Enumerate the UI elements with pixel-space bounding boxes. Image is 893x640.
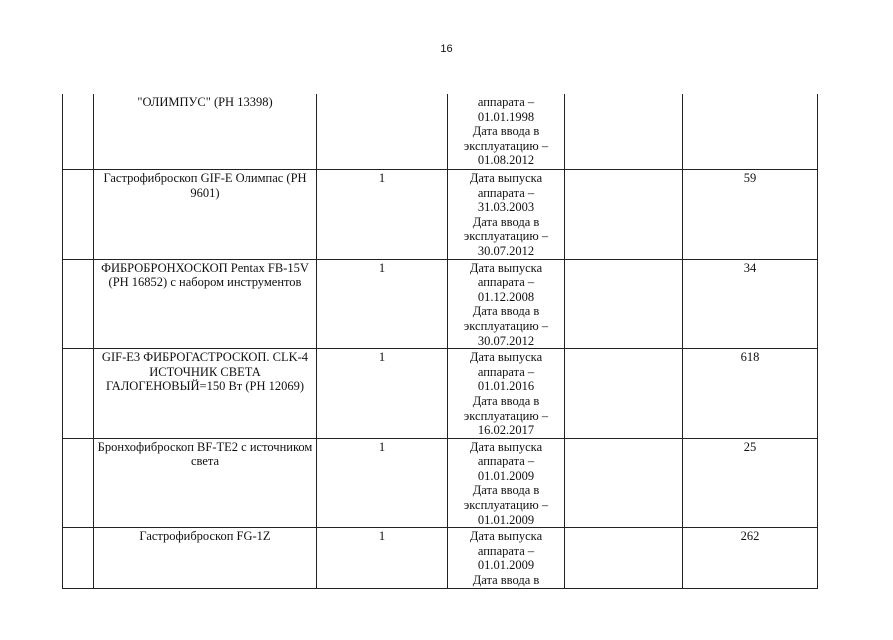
row-index-cell xyxy=(63,438,94,528)
dates-cell: Дата выпуска аппарата – 31.03.2003 Дата ввода в эксплуатацию – 30.07.2012 xyxy=(448,170,565,260)
amount-cell: 618 xyxy=(683,349,818,439)
page-number: 16 xyxy=(440,43,453,55)
table-row xyxy=(63,94,818,170)
extra-cell xyxy=(565,349,683,439)
quantity-cell: 1 xyxy=(317,349,448,439)
quantity-cell: 1 xyxy=(317,259,448,349)
dates-cell: аппарата – 01.01.1998 Дата ввода в эксплуатацию – 01.08.2012 xyxy=(448,94,565,170)
extra-cell xyxy=(565,259,683,349)
equipment-table xyxy=(62,94,818,589)
quantity-cell xyxy=(317,94,448,170)
table-row xyxy=(63,170,818,260)
quantity-cell: 1 xyxy=(317,170,448,260)
extra-cell xyxy=(565,528,683,588)
quantity-cell: 1 xyxy=(317,528,448,588)
extra-cell xyxy=(565,94,683,170)
dates-cell: Дата выпуска аппарата – 01.01.2009 Дата ввода в xyxy=(448,528,565,588)
dates-cell: Дата выпуска аппарата – 01.12.2008 Дата ввода в эксплуатацию – 30.07.2012 xyxy=(448,259,565,349)
table-row xyxy=(63,259,818,349)
amount-cell xyxy=(683,94,818,170)
dates-cell: Дата выпуска аппарата – 01.01.2016 Дата ввода в эксплуатацию – 16.02.2017 xyxy=(448,349,565,439)
table-row xyxy=(63,349,818,439)
table-row xyxy=(63,438,818,528)
row-index-cell xyxy=(63,94,94,170)
equipment-name-cell: "ОЛИМПУС" (РН 13398) xyxy=(94,94,317,170)
amount-cell: 25 xyxy=(683,438,818,528)
extra-cell xyxy=(565,170,683,260)
table-row xyxy=(63,528,818,588)
equipment-name-cell: ФИБРОБРОНХОСКОП Pentax FB-15V (РН 16852) с набором инструментов xyxy=(94,259,317,349)
amount-cell: 34 xyxy=(683,259,818,349)
row-index-cell xyxy=(63,259,94,349)
row-index-cell xyxy=(63,528,94,588)
extra-cell xyxy=(565,438,683,528)
equipment-name-cell: Гастрофиброскоп FG-1Z xyxy=(94,528,317,588)
equipment-name-cell: Бронхофиброскоп BF-TE2 с источником света xyxy=(94,438,317,528)
dates-cell: Дата выпуска аппарата – 01.01.2009 Дата ввода в эксплуатацию – 01.01.2009 xyxy=(448,438,565,528)
amount-cell: 262 xyxy=(683,528,818,588)
equipment-name-cell: GIF-E3 ФИБРОГАСТРОСКОП. CLK-4 ИСТОЧНИК СВЕТА ГАЛОГЕНОВЫЙ=150 Вт (РН 12069) xyxy=(94,349,317,439)
row-index-cell xyxy=(63,170,94,260)
amount-cell: 59 xyxy=(683,170,818,260)
row-index-cell xyxy=(63,349,94,439)
equipment-name-cell: Гастрофиброскоп GIF-E Олимпас (РН 9601) xyxy=(94,170,317,260)
quantity-cell: 1 xyxy=(317,438,448,528)
